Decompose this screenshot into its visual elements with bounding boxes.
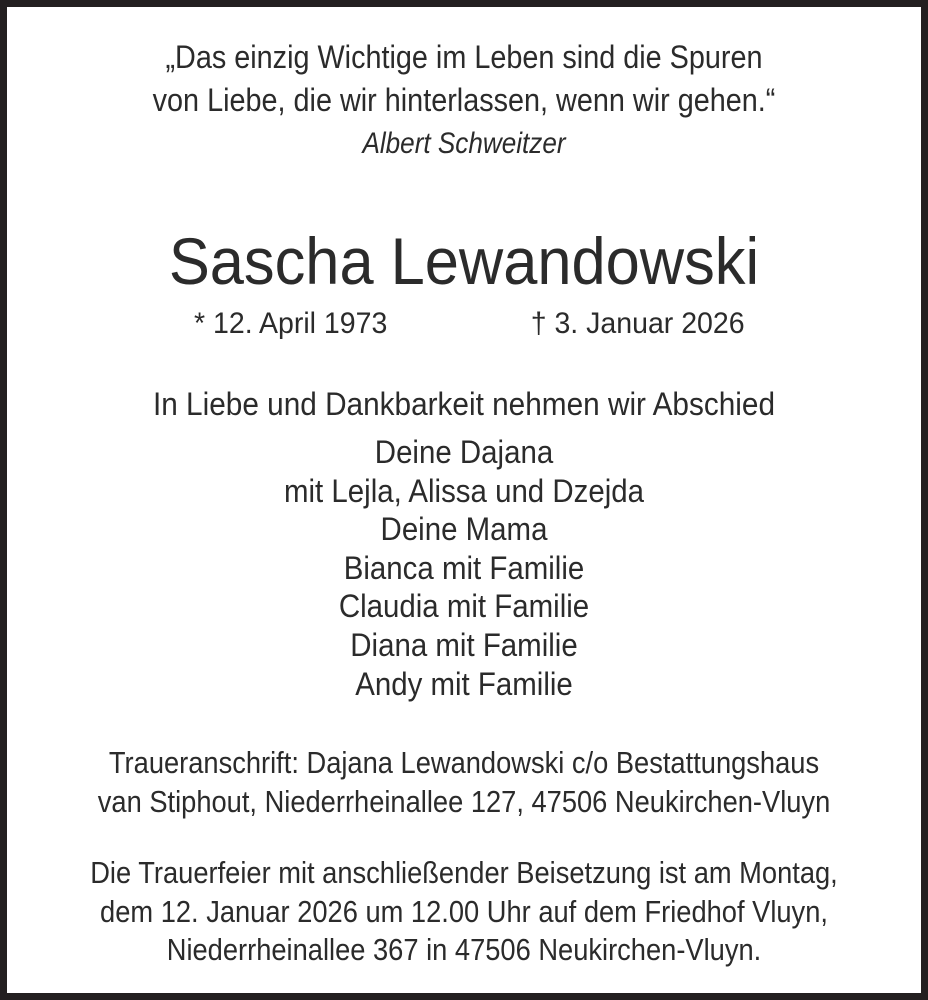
mourner-line: Deine Dajana: [374, 434, 554, 470]
mourner-line: Deine Mama: [380, 511, 548, 548]
quote-line-2: von Liebe, die wir hinterlassen, wenn wir gehen.“: [152, 82, 776, 118]
condolence-address-line-1: Traueranschrift: Dajana Lewandowski c/o Bestattungshaus: [108, 745, 820, 780]
mourner-line: mit Lejla, Alissa und Dzejda: [283, 472, 645, 509]
mourner-line: Bianca mit Familie: [343, 549, 585, 586]
farewell-line: In Liebe und Dankbarkeit nehmen wir Abschied: [152, 386, 776, 422]
mourners-list: [7, 433, 921, 703]
quote-attribution: Albert Schweitzer: [362, 127, 566, 160]
deceased-name: Sascha Lewandowski: [168, 224, 760, 298]
quote-line-1: „Das einzig Wichtige im Leben sind die Spuren: [165, 39, 763, 75]
death-date: † 3. Januar 2026: [530, 307, 745, 340]
condolence-address: [7, 744, 921, 821]
birth-date: * 12. April 1973: [193, 307, 387, 340]
mourner-line: Claudia mit Familie: [338, 588, 590, 625]
funeral-info-line-2: dem 12. Januar 2026 um 12.00 Uhr auf dem Friedhof Vluyn,: [100, 893, 828, 929]
funeral-info-line-3: Niederrheinallee 367 in 47506 Neukirchen-Vluyn.: [166, 932, 762, 967]
mourner-line: Diana mit Familie: [350, 626, 578, 663]
funeral-info: [7, 854, 921, 970]
life-dates-row: [7, 309, 921, 345]
mourner-line: Andy mit Familie: [355, 665, 573, 702]
funeral-info-line-1: Die Trauerfeier mit anschließender Beisetzung ist am Montag,: [90, 855, 838, 890]
condolence-address-line-2: van Stiphout, Niederrheinallee 127, 47506 Neukirchen-Vluyn: [97, 783, 831, 819]
